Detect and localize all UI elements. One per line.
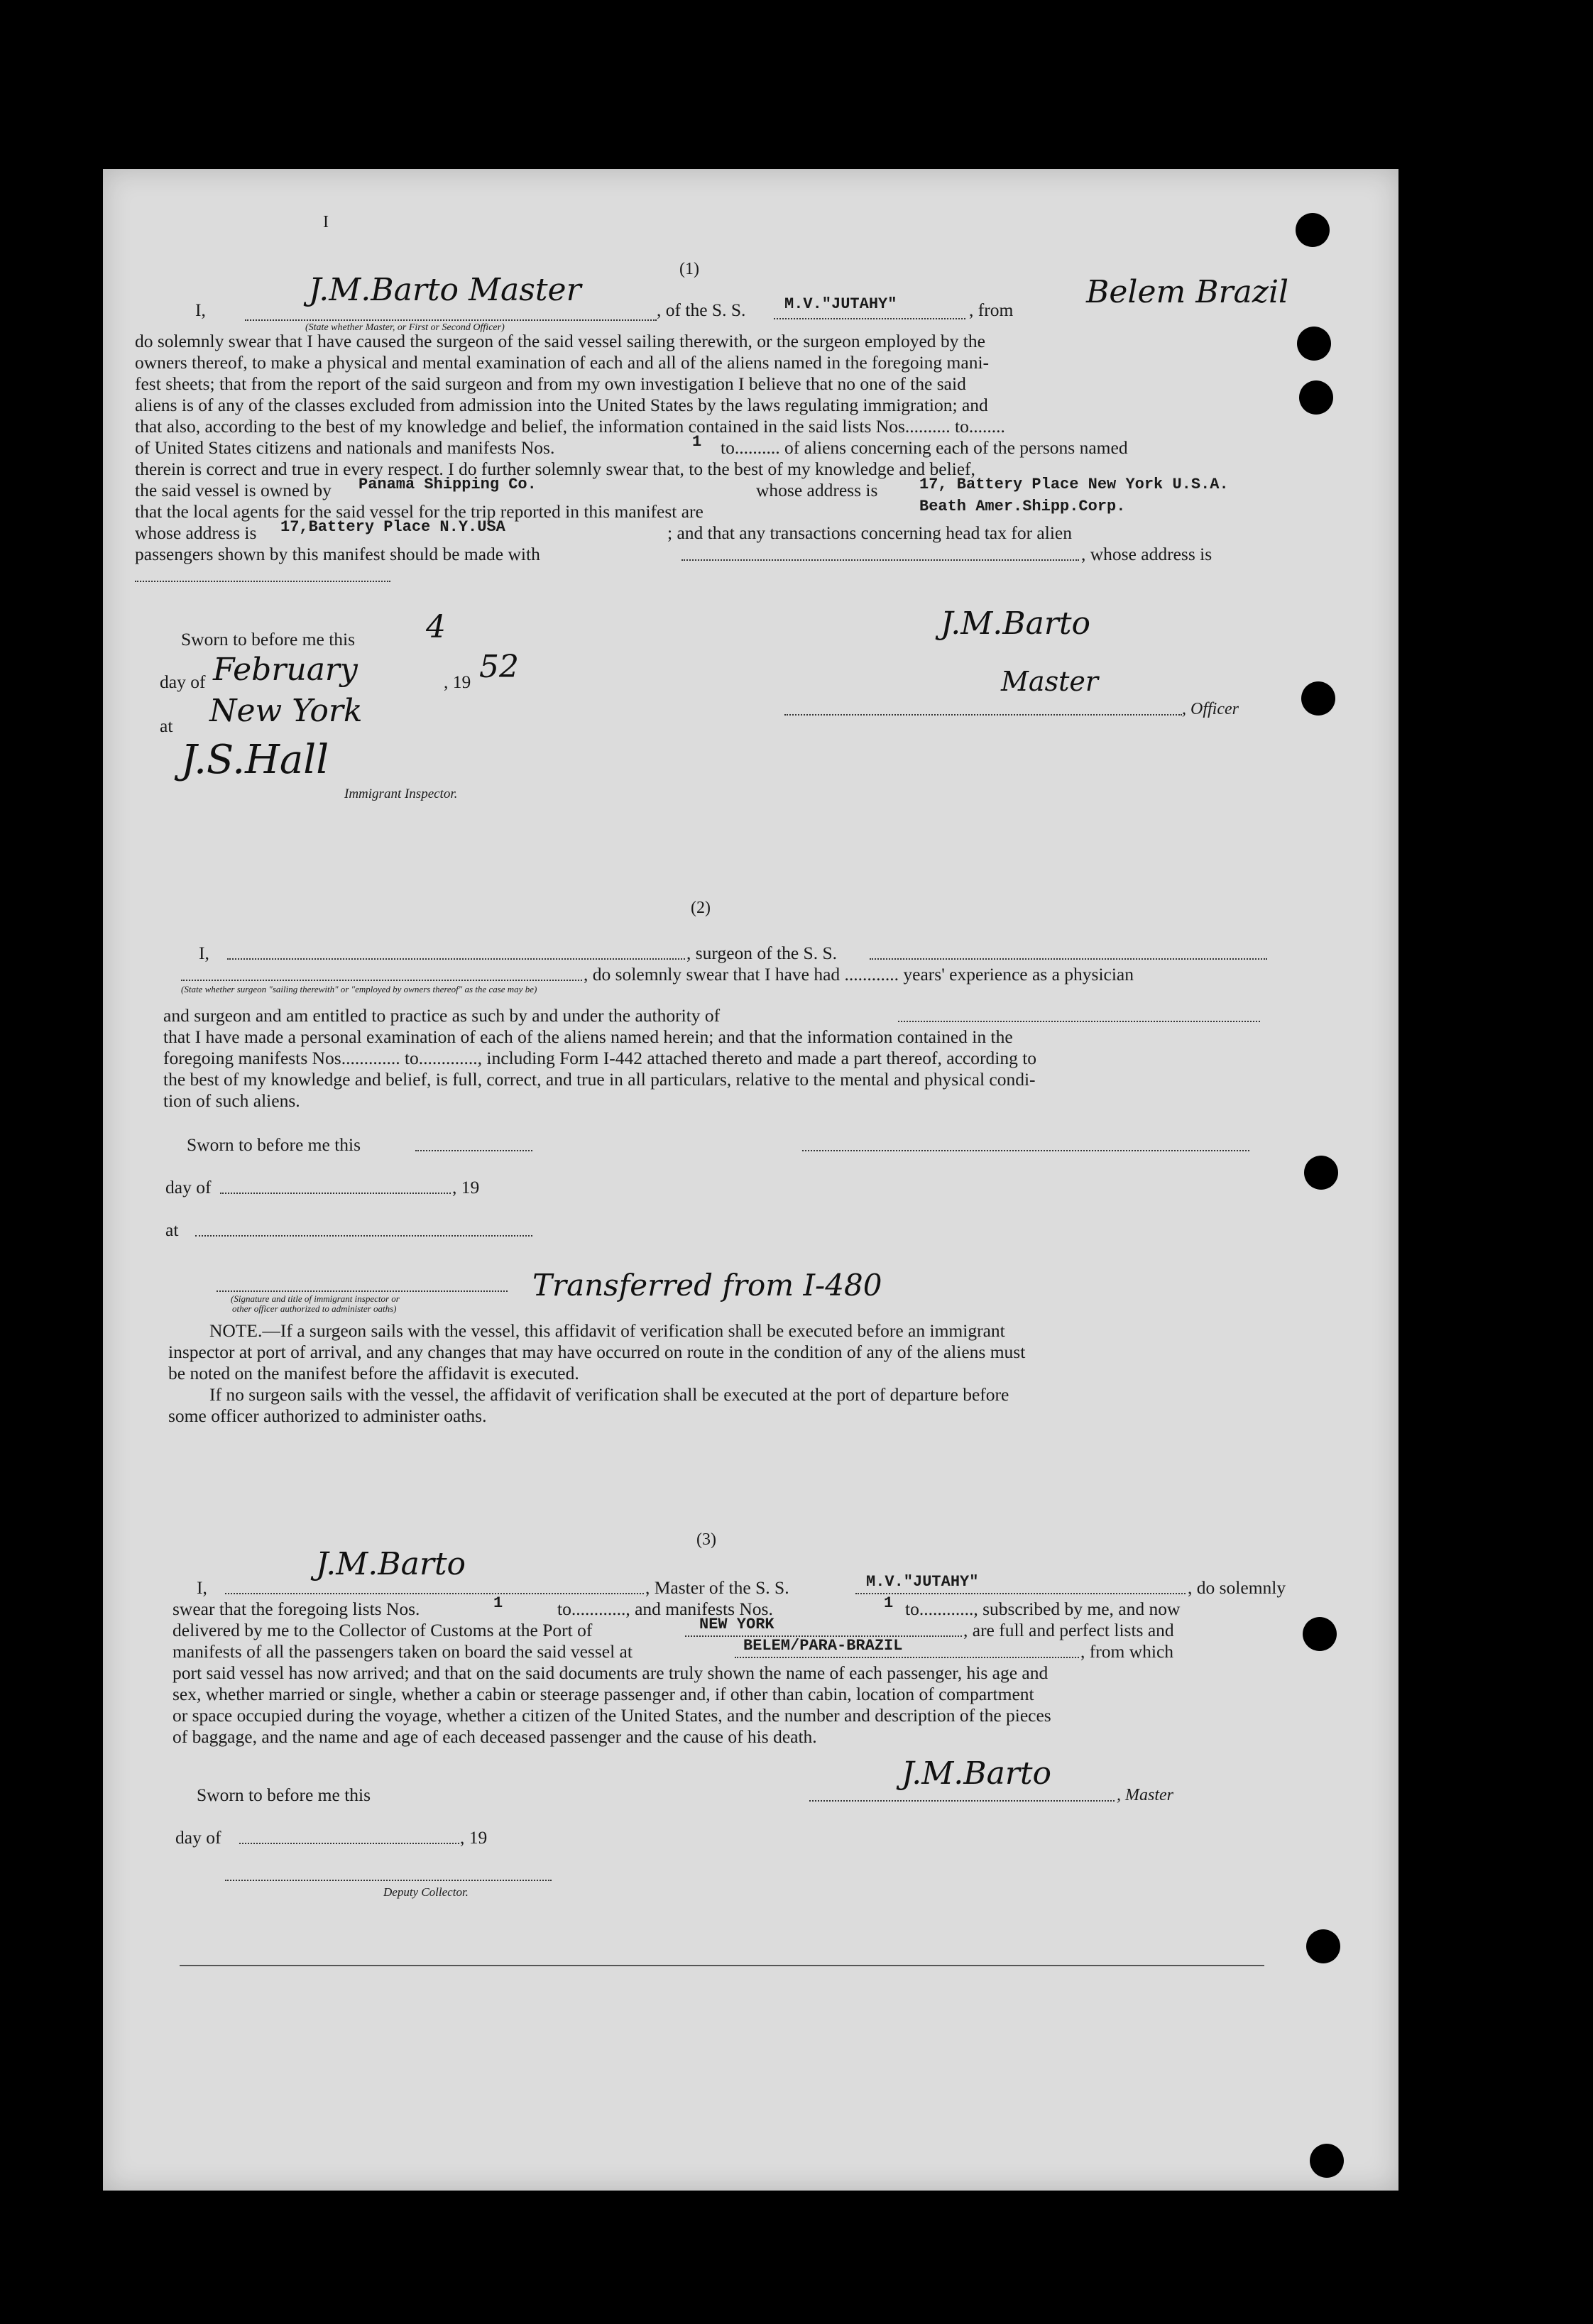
inspector-signature: J.S.Hall xyxy=(181,737,329,783)
whose-address-end: , whose address is xyxy=(1081,544,1212,564)
punch-hole xyxy=(1306,1929,1340,1963)
s3-day-line xyxy=(239,1843,459,1844)
s3-line-2b: to............, and manifests Nos. xyxy=(557,1599,773,1619)
punch-hole xyxy=(1297,327,1331,361)
from-place: Belem Brazil xyxy=(1086,274,1289,310)
s1-line-7: therein is correct and true in every respect. I do further solemnly swear that, to the best of my knowledge and belief, xyxy=(135,459,975,479)
s1-year: 52 xyxy=(479,649,519,685)
s1-line-1: do solemnly swear that I have caused the surgeon of the said vessel sailing therewith, or the surgeon employed by the xyxy=(135,331,985,351)
s3-line-4a: manifests of all the passengers taken on board the said vessel at xyxy=(173,1641,633,1662)
s2-i: I, xyxy=(199,943,209,963)
punch-hole xyxy=(1303,1617,1337,1651)
vessel-line xyxy=(774,318,965,319)
s3-name-line xyxy=(225,1593,644,1594)
punch-hole xyxy=(1310,2144,1344,2178)
s2-sig-caption-2: other officer authorized to administer oaths) xyxy=(232,1303,397,1314)
note-line-1: NOTE.—If a surgeon sails with the vessel, this affidavit of verification shall be executed before an immigrant xyxy=(209,1320,1005,1341)
s1-line-9: that the local agents for the said vessel for the trip reported in this manifest are xyxy=(135,501,704,522)
s2-swear: , do solemnly swear that I have had ............ years' experience as a physician xyxy=(584,964,1134,985)
s3-master-of: , Master of the S. S. xyxy=(645,1577,789,1598)
s3-line-8: of baggage, and the name and age of each deceased passenger and the cause of his death. xyxy=(173,1726,817,1747)
master-signature-final: J.M.Barto xyxy=(902,1755,1052,1792)
s2-day-of: day of xyxy=(165,1177,212,1197)
s1-month: February xyxy=(213,652,358,688)
vessel-name-3: M.V."JUTAHY" xyxy=(866,1573,979,1591)
transactions-line xyxy=(681,559,1079,561)
master-caption: (State whether Master, or First or Second Officer) xyxy=(305,322,505,333)
of-ss-label: , of the S. S. xyxy=(657,300,746,320)
s3-master-sig-line xyxy=(809,1800,1115,1802)
s3-vessel-line xyxy=(855,1593,1186,1594)
surgeon-name-line xyxy=(227,958,685,960)
from-label: , from xyxy=(969,300,1014,320)
surgeon-of-label: , surgeon of the S. S. xyxy=(686,943,838,963)
s1-line-4: aliens is of any of the classes excluded from admission into the United States by the laws regulating immigration; and xyxy=(135,395,988,415)
s2-sworn-label: Sworn to before me this xyxy=(187,1134,361,1155)
punch-hole xyxy=(1301,681,1335,716)
s3-i: I, xyxy=(197,1577,207,1598)
s1-place: New York xyxy=(209,693,363,729)
s2-sworn-line xyxy=(415,1150,532,1151)
s3-deputy-line xyxy=(225,1880,552,1881)
master-signature-3: J.M.Barto xyxy=(316,1546,466,1582)
note-line-5: some officer authorized to administer oaths. xyxy=(168,1405,487,1426)
master-signature-1: J.M.Barto Master xyxy=(309,272,581,308)
authority-line xyxy=(898,1021,1260,1022)
s2-at: at xyxy=(165,1219,179,1240)
section-2-number: (2) xyxy=(691,899,711,917)
s3-solemnly: , do solemnly xyxy=(1188,1577,1286,1598)
s3-day-of: day of xyxy=(175,1827,221,1848)
s1-line-2: owners thereof, to make a physical and mental examination of each and all of the aliens named in the foregoing mani- xyxy=(135,352,990,373)
lists-number: 1 xyxy=(493,1594,503,1612)
bottom-rule xyxy=(180,1965,1264,1966)
s2-at-line xyxy=(195,1235,532,1237)
s3-line-3a: delivered by me to the Collector of Customs at the Port of xyxy=(173,1620,593,1640)
s2-inspector-line xyxy=(217,1290,508,1292)
s2-caption: (State whether surgeon "sailing therewith" or "employed by owners thereof" as the case may be) xyxy=(181,984,537,994)
agents-address: 17,Battery Place N.Y.USA xyxy=(280,518,505,536)
s1-line-8: the said vessel is owned by xyxy=(135,480,332,500)
s1-day-of: day of xyxy=(160,672,206,692)
section-1-number: (1) xyxy=(679,260,699,278)
officer-label: , Officer xyxy=(1182,700,1239,718)
margin-mark: I xyxy=(323,213,329,231)
surgeon-vessel-line xyxy=(870,958,1267,960)
local-agents: Beath Amer.Shipp.Corp. xyxy=(919,498,1126,515)
head-tax-text: ; and that any transactions concerning head tax for alien xyxy=(667,522,1072,543)
s3-line-2a: swear that the foregoing lists Nos. xyxy=(173,1599,420,1619)
s3-departure-line xyxy=(735,1657,1079,1658)
s2-sig-caption-1: (Signature and title of immigrant inspector or xyxy=(231,1293,400,1304)
note-line-4: If no surgeon sails with the vessel, the affidavit of verification shall be executed at the port of departure before xyxy=(209,1384,1009,1405)
punch-hole xyxy=(1296,213,1330,247)
manifests-number: 1 xyxy=(884,1594,894,1612)
master-signature-line xyxy=(245,319,657,321)
s2-year-prefix: , 19 xyxy=(452,1177,480,1197)
s3-master-label: , Master xyxy=(1117,1786,1173,1804)
deputy-caption: Deputy Collector. xyxy=(383,1885,469,1899)
officer-name: Master xyxy=(1001,666,1098,697)
arrival-port: NEW YORK xyxy=(699,1616,774,1633)
note-line-3: be noted on the manifest before the affidavit is executed. xyxy=(168,1363,579,1383)
transfer-note: Transferred from I-480 xyxy=(532,1268,882,1303)
s1-sworn-day: 4 xyxy=(426,609,446,645)
address-line xyxy=(135,581,390,582)
surgeon-type-line xyxy=(181,980,582,981)
manifest-page xyxy=(103,169,1398,2191)
punch-hole xyxy=(1304,1156,1338,1190)
officer-signature: J.M.Barto xyxy=(941,605,1091,642)
departure-port: BELEM/PARA-BRAZIL xyxy=(743,1637,903,1655)
vessel-name-1: M.V."JUTAHY" xyxy=(784,295,897,313)
s2-line-5: tion of such aliens. xyxy=(163,1090,300,1111)
s3-year-prefix: , 19 xyxy=(460,1827,488,1848)
s1-line-11: passengers shown by this manifest should be made with xyxy=(135,544,540,564)
s3-line-2c: to............, subscribed by me, and now xyxy=(905,1599,1181,1619)
s1-at: at xyxy=(160,716,173,736)
section-3-number: (3) xyxy=(696,1530,716,1549)
punch-hole xyxy=(1299,380,1333,415)
s3-line-5: port said vessel has now arrived; and that on the said documents are truly shown the name of each passenger, his age and xyxy=(173,1662,1049,1683)
s1-sworn-label: Sworn to before me this xyxy=(181,629,356,649)
officer-line xyxy=(784,714,1182,716)
s2-day-line xyxy=(220,1193,451,1194)
s3-line-4b: , from which xyxy=(1080,1641,1174,1662)
whose-address-label: whose address is xyxy=(756,480,878,500)
section-1-i: I, xyxy=(195,300,206,320)
s3-line-3b: , are full and perfect lists and xyxy=(963,1620,1174,1640)
s1-line-5: that also, according to the best of my knowledge and belief, the information contained in the said lists Nos.......... to........ xyxy=(135,416,1005,437)
s3-line-7: or space occupied during the voyage, whether a citizen of the United States, and the number and description of the pieces xyxy=(173,1705,1051,1726)
s3-sworn-label: Sworn to before me this xyxy=(197,1785,371,1805)
s2-line-4: the best of my knowledge and belief, is full, correct, and true in all particulars, relative to the mental and physical condi- xyxy=(163,1069,1036,1090)
s2-surgeon-signature-line xyxy=(802,1150,1249,1151)
manifest-number: 1 xyxy=(692,433,702,451)
note-line-2: inspector at port of arrival, and any changes that may have occurred on route in the condition of any of the aliens must xyxy=(168,1342,1026,1362)
s1-line-6: of United States citizens and nationals and manifests Nos. xyxy=(135,437,555,458)
s1-year-prefix: , 19 xyxy=(444,672,471,692)
manifest-tail: to.......... of aliens concerning each of the persons named xyxy=(721,437,1128,458)
inspector-caption: Immigrant Inspector. xyxy=(344,786,458,801)
s2-line-3: foregoing manifests Nos............. to............., including Form I-442 attached thereto and made a part thereof, according to xyxy=(163,1048,1037,1068)
s2-line-1: and surgeon and am entitled to practice as such by and under the authority of xyxy=(163,1005,721,1026)
s1-line-3: fest sheets; that from the report of the said surgeon and from my own investigation I believe that no one of the said xyxy=(135,373,966,394)
s2-line-2: that I have made a personal examination of each of the aliens named herein; and that the information contained in the xyxy=(163,1026,1013,1047)
s3-line-6: sex, whether married or single, whether a cabin or steerage passenger and, if other than cabin, location of compartment xyxy=(173,1684,1034,1704)
owner-address: 17, Battery Place New York U.S.A. xyxy=(919,476,1229,493)
vessel-owner: Panama Shipping Co. xyxy=(358,476,537,493)
s1-line-10: whose address is xyxy=(135,522,257,543)
